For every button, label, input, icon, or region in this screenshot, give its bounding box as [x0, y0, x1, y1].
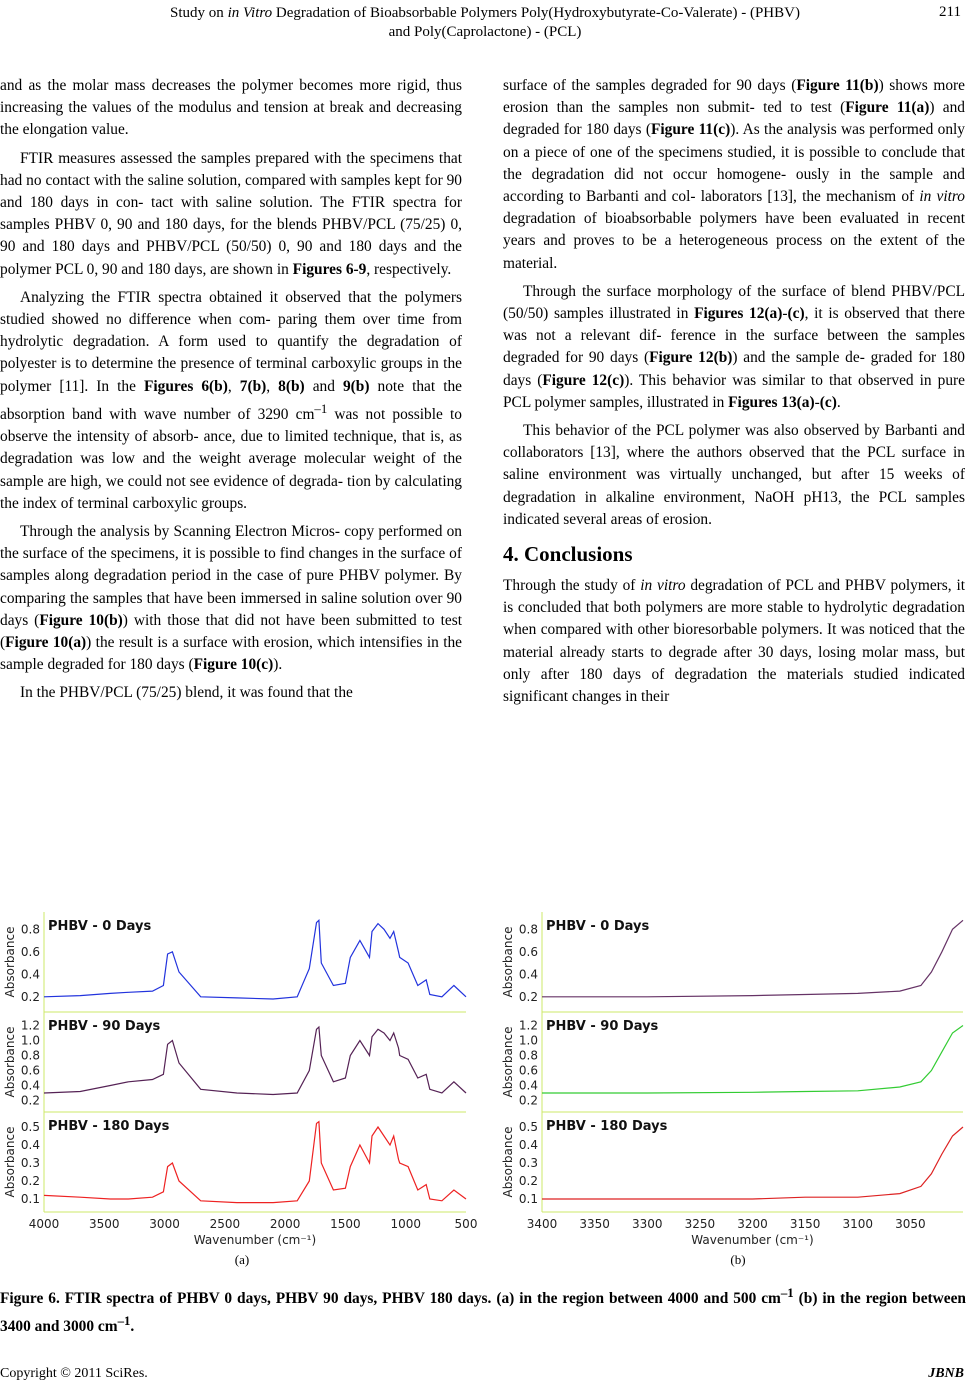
ftir-chart-b	[498, 910, 967, 1248]
paragraph: Analyzing the FTIR spectra obtained it observed that the polymers studied showed no difference when com- paring them over time from hydrolytic degradation. A form used to quantify the degradation of polyester is to determine the presence of terminal carboxylic groups in the polymer [11]. In the Figures 6(b), 7(b), 8(b) and 9(b) note that the absorption band with wave number of 3290 $cm^{-1}$ was not possible to observe the intensity of absorb- ance, due to limited technique, that is, as degradation was low and the weight average molecular weight of the sample are high, we could not see evidence of degrada- tion by calculating the index of terminal carboxylic groups.	[0, 288, 462, 512]
y-tick-label: 1.0	[518, 1033, 538, 1048]
paragraph: Through the study of in vitro degradation of PCL and PHBV polymers, it is concluded that both polymers are more stable to hydrolytic degradation when compared with other bioresorbable polymers. It was noticed that the material already starts to degrade after 30 days, losing molar mass, but only after 180 days of degradation the materials studied indicated significant changes in their	[503, 577, 965, 706]
x-tick-label: 3150	[789, 1217, 821, 1231]
subfigure-label-a: (a)	[234, 1252, 250, 1267]
x-tick-label: 3500	[89, 1217, 120, 1231]
x-tick-label: 3050	[895, 1217, 926, 1231]
x-tick-label: 3400	[526, 1217, 558, 1231]
x-axis-label: Wavenumber (cm⁻¹)	[193, 1233, 317, 1247]
paragraph: In the PHBV/PCL (75/25) blend, it was found that the	[20, 684, 353, 702]
series-label: PHBV - 90 Days	[48, 1019, 161, 1034]
paragraph: surface of the samples degraded for 90 days (Figure 11(b)) shows more erosion than the samples non submit- ted to test (Figure 11(a)) and degraded for 180 days (Figure 11(c)). As the analysis was performed only on a piece of one of the specimens studied, it is possible to conclude that the degradation did not occur homogene- ously in the sample and according to Barbanti and col- laborators [13], the mechanism of in vitro degradation of bioabsorbable polymers have been evaluated in recent years and proves to be a heterogeneous process on the extent of the material.	[503, 77, 966, 272]
series-label: PHBV - 0 Days	[546, 919, 650, 934]
y-axis-label: Absorbance	[501, 1026, 515, 1098]
y-tick-label: 0.4	[518, 1138, 538, 1152]
y-tick-label: 0.6	[518, 1063, 538, 1078]
x-axis-label: Wavenumber (cm⁻¹)	[691, 1233, 814, 1247]
y-tick-label: 0.8	[20, 922, 40, 937]
series-label: PHBV - 180 Days	[546, 1119, 668, 1134]
y-tick-label: 0.2	[518, 989, 538, 1004]
series-label: PHBV - 90 Days	[546, 1019, 659, 1034]
subfigure-label-b: (b)	[730, 1252, 746, 1267]
y-tick-label: 0.1	[518, 1192, 538, 1206]
y-tick-label: 0.3	[518, 1156, 538, 1170]
y-axis-label: Absorbance	[501, 926, 515, 998]
header-title-line1: Study on in Vitro Degradation of Bioabsorbable Polymers Poly(Hydroxybutyrate-Co-Valerate) - (PHBV)	[170, 5, 800, 21]
x-tick-label: 500	[454, 1217, 478, 1231]
x-tick-label: 4000	[28, 1217, 60, 1231]
y-tick-label: 0.8	[518, 1048, 538, 1063]
paragraph: and as the molar mass decreases the polymer becomes more rigid, thus increasing the values of the modulus and tension at break and decreasing the elongation value.	[0, 77, 462, 139]
y-tick-label: 0.6	[518, 944, 538, 959]
series-label: PHBV - 0 Days	[48, 919, 152, 934]
journal-abbrev: JBNB	[928, 1366, 964, 1381]
paragraph: Through the surface morphology of the surface of blend PHBV/PCL (50/50) samples illustrated in Figures 12(a)-(c), it is observed that there was not a relevant dif- ference in the surface between the samples degraded for 90 days (Figure 12(b)) and the sample de- graded for 180 days (Figure 12(c)). This behavior was similar to that observed in pure PCL polymer samples, illustrated in Figures 13(a)-(c).	[503, 282, 966, 411]
left-column	[0, 75, 462, 711]
y-tick-label: 0.2	[518, 1093, 538, 1108]
y-tick-label: 0.2	[518, 1174, 538, 1188]
y-tick-label: 0.1	[20, 1192, 40, 1206]
y-tick-label: 0.4	[20, 1078, 40, 1093]
y-tick-label: 0.5	[20, 1120, 40, 1134]
y-tick-label: 0.5	[518, 1120, 538, 1134]
x-tick-label: 3250	[684, 1217, 716, 1231]
y-tick-label: 0.8	[518, 922, 538, 937]
y-axis-label: Absorbance	[3, 1026, 17, 1098]
y-tick-label: 0.6	[20, 944, 40, 959]
y-tick-label: 0.2	[20, 989, 40, 1004]
y-tick-label: 1.2	[20, 1018, 40, 1033]
ftir-chart-a	[0, 910, 478, 1248]
y-axis-label: Absorbance	[3, 926, 17, 998]
y-axis-label: Absorbance	[501, 1126, 515, 1198]
x-tick-label: 3200	[737, 1217, 768, 1231]
series-line	[44, 1027, 466, 1095]
paragraph: FTIR measures assessed the samples prepared with the specimens that had no contact with the saline solution, compared with samples kept for 90 and 180 days in con- tact with saline solution. The FTIR spectra for samples PHBV 0, 90 and 180 days, for the blends PHBV/PCL (75/25) 0, 90 and 180 days and PHBV/PCL (50/50) 0, 90 and 180 days and the polymer PCL 0, 90 and 180 days, are shown in Figures 6-9, respectively.	[0, 149, 462, 278]
y-tick-label: 0.2	[20, 1174, 40, 1188]
paragraph: This behavior of the PCL polymer was also observed by Barbanti and collaborators [13], where the authors observed that the PCL surface in saline environment was virtually unchanged, but after 15 weeks of degradation in alkaline environment, NaOH pH13, the PCL samples indicated several areas of erosion.	[503, 422, 965, 528]
x-tick-label: 3100	[842, 1217, 874, 1231]
header-title-line2: and Poly(Caprolactone) - (PCL)	[388, 24, 582, 40]
series-line	[542, 1127, 963, 1199]
x-tick-label: 3300	[631, 1217, 663, 1231]
y-tick-label: 0.4	[20, 1138, 40, 1152]
y-tick-label: 1.0	[20, 1033, 40, 1048]
y-tick-label: 0.6	[20, 1063, 40, 1078]
x-tick-label: 2000	[269, 1217, 301, 1231]
x-tick-label: 3000	[149, 1217, 180, 1231]
figure-caption: Figure 6. FTIR spectra of PHBV 0 days, PHBV 90 days, PHBV 180 days. (a) in the region between 4000 and 500 $cm^{-1}$ (b) in the region between 3400 and 3000 $cm^{-1}$.	[0, 1286, 966, 1336]
series-label: PHBV - 180 Days	[48, 1119, 170, 1134]
x-tick-label: 1500	[330, 1217, 361, 1231]
y-tick-label: 0.4	[518, 967, 538, 982]
right-column	[503, 75, 965, 714]
section-heading: 4. Conclusions	[503, 542, 633, 567]
x-tick-label: 1000	[390, 1217, 421, 1231]
paragraph: Through the analysis by Scanning Electron Micros- copy performed on the surface of the specimens, it is possible to find changes in the surface of samples along degradation period in the case of pure PHBV polymer. By comparing the samples that have been immersed in saline solution over 90 days (Figure 10(b)) with those that did not have been submitted to test (Figure 10(a)) the result is a surface with erosion, which intensifies in the sample degraded for 180 days (Figure 10(c)).	[0, 522, 462, 674]
x-tick-label: 3350	[579, 1217, 610, 1231]
y-tick-label: 0.3	[20, 1156, 40, 1170]
series-line	[542, 1026, 963, 1094]
page-number: 211	[939, 4, 961, 20]
y-axis-label: Absorbance	[3, 1126, 17, 1198]
y-tick-label: 1.2	[518, 1018, 538, 1033]
y-tick-label: 0.2	[20, 1093, 40, 1108]
y-tick-label: 0.8	[20, 1048, 40, 1063]
running-header	[140, 4, 830, 42]
y-tick-label: 0.4	[20, 967, 40, 982]
y-tick-label: 0.4	[518, 1078, 538, 1093]
x-tick-label: 2500	[209, 1217, 241, 1231]
copyright-footer: Copyright © 2011 SciRes.	[0, 1366, 148, 1381]
